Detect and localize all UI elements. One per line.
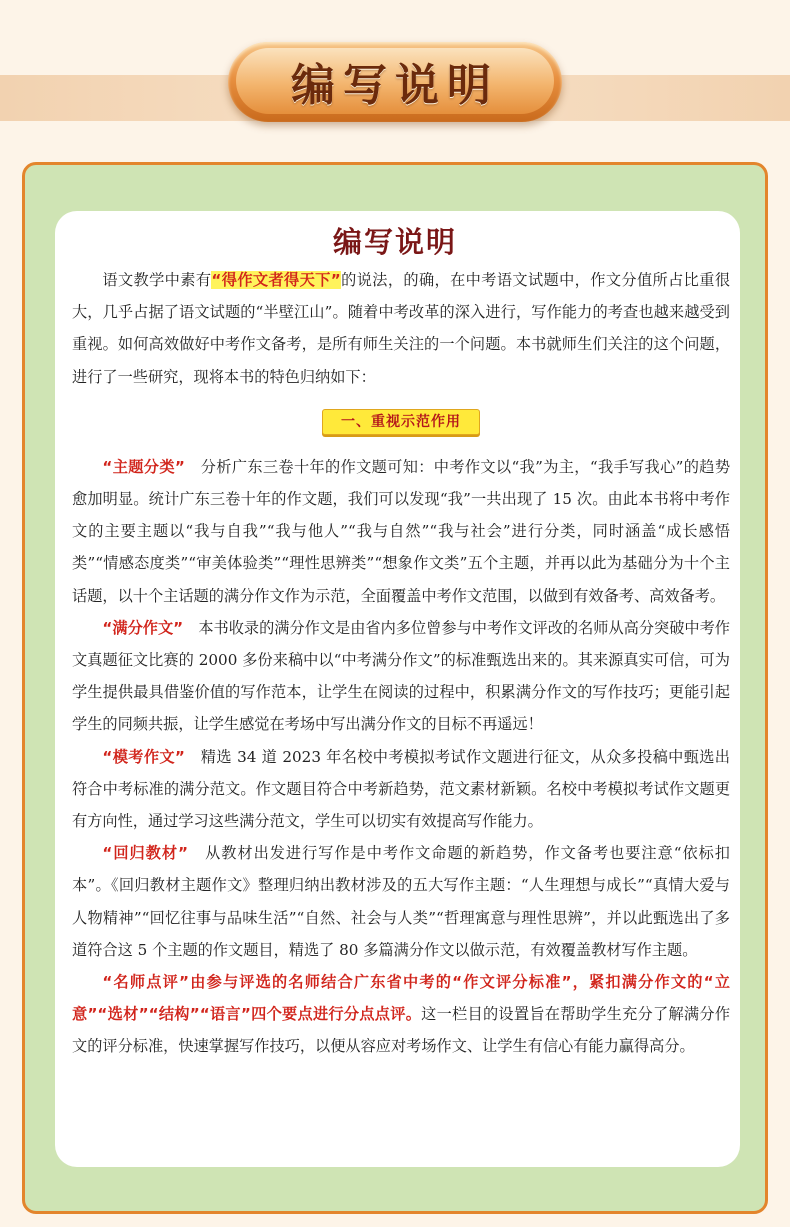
paragraph-textbook xyxy=(72,837,730,966)
card-content xyxy=(72,264,730,1063)
paragraph-text: 分析广东三卷十年的作文题可知：中考作文以“我”为主，“我手写我心”的趋势愈加明显。统计广东三卷十年的作文题，我们可以发现“我”一共出现了 15 次。由此本书将中考作文的主要主题以“我与自我”“我与他人”“我与自然”“我与社会”进行分类，同时涵盖“成长感悟类”“情感态度类”“审美体验类”“理性思辨类”“想象作文类”五个主题，并再以此为基础分为十个主话题，以十个主话题的满分作文作为示范，全面覆盖中考作文范围，以做到有效备考、高效备考。 xyxy=(72,457,731,605)
paragraph-label: “主题分类” xyxy=(102,457,185,476)
paragraph-label: “满分作文” xyxy=(102,618,184,637)
paragraph-mock-exam xyxy=(72,741,730,838)
paragraph-label: “回归教材” xyxy=(102,844,188,863)
paragraph-full-score xyxy=(72,612,730,741)
paragraph-text: 精选 34 道 2023 年名校中考模拟考试作文题进行征文，从众多投稿中甄选出符合中考标准的满分范文。作文题目符合中考新趋势，范文素材新颖。名校中考模拟考试作文题更有方向性，通过学习这些满分范文，学生可以切实有效提高写作能力。 xyxy=(72,747,730,831)
paragraph-text: 本书收录的满分作文是由省内多位曾参与中考作文评改的名师从高分突破中考作文真题征文比赛的 2000 多份来稿中以“中考满分作文”的标准甄选出来的。其来源真实可信，可为学生提供最具借鉴价值的写作范本，让学生在阅读的过程中，积累满分作文的写作技巧；更能引起学生的同频共振，让学生感觉在考场中写出满分作文的目标不再遥远！ xyxy=(72,618,730,734)
section-heading-row xyxy=(72,393,730,451)
banner-title-pill xyxy=(228,42,562,122)
paragraph-theme xyxy=(72,451,730,612)
paragraph-teacher-review xyxy=(72,966,730,1063)
banner-title: 编写说明 xyxy=(291,60,499,111)
intro-highlight: “得作文者得天下” xyxy=(211,271,341,289)
paragraph-text: 这一栏目的设置旨在帮助学生充分了解满分作文的评分标准，快速掌握写作技巧，以便从容应对考场作文、让学生有信心有能力赢得高分。 xyxy=(72,1005,731,1056)
intro-paragraph xyxy=(72,264,730,393)
paragraph-text: 从教材出发进行写作是中考作文命题的新趋势，作文备考也要注意“依标扣本”。《回归教材主题作文》整理归纳出教材涉及的五大写作主题：“人生理想与成长”“真情大爱与人物精神”“回忆往事与品味生活”“自然、社会与人类”“哲理寓意与理性思辨”，并以此甄选出了多道符合这 5 个主题的作文题目，精选了 80 多篇满分作文以做示范，有效覆盖教材写作主题。 xyxy=(72,844,730,959)
intro-pre: 语文教学中素有 xyxy=(102,271,212,289)
section-heading: 一、重视示范作用 xyxy=(322,409,480,435)
banner-title-inner xyxy=(236,48,554,114)
paragraph-label: “名师点评”由参与评选的名师结合广东省中考的“作文评分标准”，紧扣满分作文的“立意”“选材”“结构”“语言”四个要点进行分点点评。 xyxy=(72,973,730,1024)
card-title: 编写说明 xyxy=(332,225,457,259)
intro-post: 的说法，的确，在中考语文试题中，作文分值所占比重很大，几乎占据了语文试题的“半壁江山”。随着中考改革的深入进行，写作能力的考查也越来越受到重视。如何高效做好中考作文备考，是所有师生关注的一个问题。本书就师生们关注的这个问题，进行了一些研究，现将本书的特色归纳如下： xyxy=(72,271,731,386)
paragraph-label: “模考作文” xyxy=(102,747,185,766)
